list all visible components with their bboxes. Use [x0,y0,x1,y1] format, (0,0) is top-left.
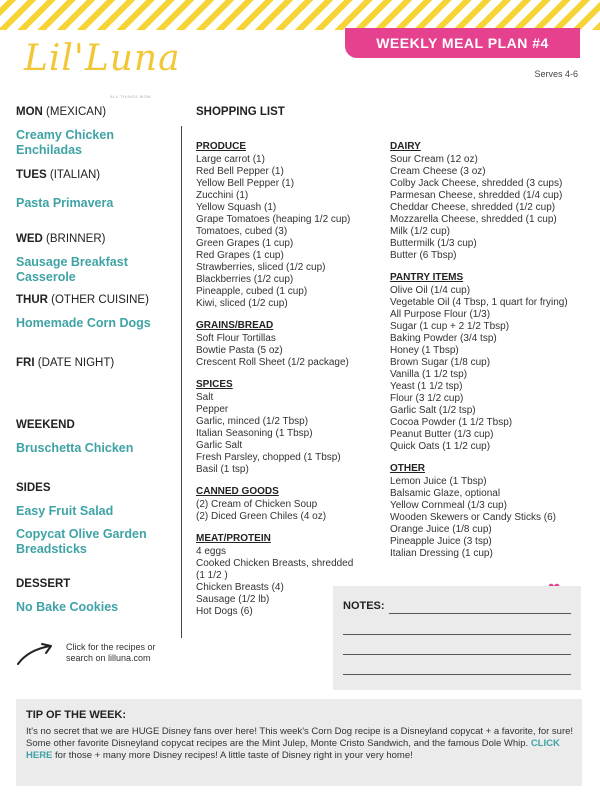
meal-link[interactable]: Copycat Olive Garden Breadsticks [16,527,147,556]
shopping-item: Pineapple, cubed (1 cup) [196,286,308,297]
meal-link[interactable]: Sausage Breakfast Casserole [16,255,128,284]
shopping-item: Sugar (1 cup + 2 1/2 Tbsp) [390,321,510,332]
shopping-section [196,486,376,523]
serves-label: Serves 4-6 [534,69,578,79]
shopping-section [390,141,590,262]
day-heading: WED (BRINNER) [16,233,162,247]
shopping-item: Green Grapes (1 cup) [196,238,294,249]
shopping-item: Strawberries, sliced (1/2 cup) [196,262,326,273]
shopping-item: Red Grapes (1 cup) [196,250,284,261]
shopping-item: Garlic Salt (1/2 tsp) [390,405,476,416]
shopping-item: Butter (6 Tbsp) [390,250,457,261]
shopping-item: Milk (1/2 cup) [390,226,451,237]
note-line [343,634,571,635]
shopping-column-left [196,141,376,628]
meal-link[interactable]: No Bake Cookies [16,600,119,614]
tip-title: TIP OF THE WEEK: [26,709,127,721]
section-title: OTHER [390,463,425,474]
notes-box [333,586,581,690]
shopping-item: Pineapple Juice (3 tsp) [390,536,492,547]
shopping-section [390,272,590,453]
shopping-item: Soft Flour Tortillas [196,333,276,344]
shopping-item: Grape Tomatoes (heaping 1/2 cup) [196,214,351,225]
shopping-item: Chicken Breasts (4) [196,582,284,593]
shopping-item: Sour Cream (12 oz) [390,154,478,165]
shopping-item: Yellow Bell Pepper (1) [196,178,295,189]
shopping-item: Tomatoes, cubed (3) [196,226,288,237]
shopping-item: 4 eggs [196,546,227,557]
recipe-link-note[interactable]: Click for the recipes or search on lilluna.com [66,642,156,663]
shopping-section [196,320,376,369]
shopping-item: Basil (1 tsp) [196,464,249,475]
shopping-item: Kiwi, sliced (1/2 cup) [196,298,288,309]
shopping-item: Yellow Squash (1) [196,202,277,213]
shopping-item: Salt [196,392,214,403]
shopping-item: Cream Cheese (3 oz) [390,166,486,177]
section-title: DAIRY [390,141,421,152]
shopping-item: Peanut Butter (1/3 cup) [390,429,494,440]
shopping-item: (2) Cream of Chicken Soup [196,499,318,510]
day-heading: MON (MEXICAN) [16,106,162,120]
day-sides [16,482,162,557]
logo-text: Lil'Luna [24,38,181,79]
notes-label: NOTES: [343,600,385,612]
shopping-item: Quick Oats (1 1/2 cup) [390,441,491,452]
day-fri [16,357,162,379]
day-tues [16,169,162,211]
day-wed [16,233,162,285]
shopping-item: Bowtie Pasta (5 oz) [196,345,283,356]
section-title: SPICES [196,379,233,390]
shopping-item: Cooked Chicken Breasts, shredded [196,558,354,569]
shopping-item: Garlic, minced (1/2 Tbsp) [196,416,309,427]
shopping-section [196,141,376,310]
tip-of-week-box [16,699,582,786]
shopping-item: Pepper [196,404,229,415]
arrow-icon [16,642,58,666]
shopping-item: Zucchini (1) [196,190,249,201]
meal-link[interactable]: Bruschetta Chicken [16,441,134,455]
shopping-item: Parmesan Cheese, shredded (1/4 cup) [390,190,563,201]
column-divider [181,126,182,638]
click-here-link[interactable]: CLICK HERE [26,738,560,761]
shopping-item: Yellow Cornmeal (1/3 cup) [390,500,507,511]
day-dessert [16,578,162,615]
shopping-item: All Purpose Flour (1/3) [390,309,491,320]
striped-header-band [0,0,600,30]
shopping-item: Balsamic Glaze, optional [390,488,501,499]
shopping-item: Mozzarella Cheese, shredded (1 cup) [390,214,557,225]
shopping-item: Yeast (1 1/2 tsp) [390,381,463,392]
section-title: PRODUCE [196,141,247,152]
shopping-item: Brown Sugar (1/8 cup) [390,357,491,368]
shopping-item: Buttermilk (1/3 cup) [390,238,477,249]
shopping-item: Fresh Parsley, chopped (1 Tbsp) [196,452,341,463]
shopping-item: Orange Juice (1/8 cup) [390,524,492,535]
shopping-item: Honey (1 Tbsp) [390,345,459,356]
shopping-column-right [390,141,590,570]
shopping-item: (1 1/2 ) [196,570,228,581]
meal-link[interactable]: Creamy Chicken Enchiladas [16,128,114,157]
shopping-item: Vegetable Oil (4 Tbsp, 1 quart for frying) [390,297,568,308]
shopping-item: Lemon Juice (1 Tbsp) [390,476,487,487]
note-line [343,674,571,675]
shopping-item: Italian Dressing (1 cup) [390,548,493,559]
day-heading: FRI (DATE NIGHT) [16,357,162,371]
shopping-section [196,379,376,476]
day-heading: DESSERT [16,578,162,592]
logo-tagline: ALL THINGS MOM [110,94,152,99]
shopping-item: Crescent Roll Sheet (1/2 package) [196,357,349,368]
shopping-item: Flour (3 1/2 cup) [390,393,464,404]
shopping-list-heading: SHOPPING LIST [196,106,324,120]
shopping-item: Italian Seasoning (1 Tbsp) [196,428,313,439]
shopping-section [390,463,590,560]
note-line [343,654,571,655]
section-title: PANTRY ITEMS [390,272,464,283]
shopping-item: Vanilla (1 1/2 tsp) [390,369,468,380]
day-heading: TUES (ITALIAN) [16,169,162,183]
day-heading: THUR (OTHER CUISINE) [16,294,162,308]
shopping-item: Red Bell Pepper (1) [196,166,284,177]
day-mon [16,106,162,158]
shopping-item: (2) Diced Green Chiles (4 oz) [196,511,327,522]
meal-plan-title: WEEKLY MEAL PLAN #4 [345,28,580,58]
shopping-item: Cheddar Cheese, shredded (1/2 cup) [390,202,556,213]
shopping-item: Baking Powder (3/4 tsp) [390,333,497,344]
section-title: GRAINS/BREAD [196,320,274,331]
shopping-item: Garlic Salt [196,440,243,451]
shopping-item: Wooden Skewers or Candy Sticks (6) [390,512,556,523]
section-title: MEAT/PROTEIN [196,533,271,544]
lil-luna-logo[interactable] [24,38,181,99]
section-title: CANNED GOODS [196,486,279,497]
shopping-item: Hot Dogs (6) [196,606,253,617]
shopping-item: Cocoa Powder (1 1/2 Tbsp) [390,417,513,428]
shopping-item: Blackberries (1/2 cup) [196,274,294,285]
tip-text: It's no secret that we are HUGE Disney fans over here! This week's Corn Dog recipe is a Disneyland copycat + a favorite, for sure! Some other favorite Disneyland copycat recipes are the Mint Julep, Monte Cristo Sandwich, and the famous Dole Whip. CLICK HERE for those + many more Disney recipes! A little taste of Disney right in your very home! [26,726,574,761]
meal-link[interactable]: Homemade Corn Dogs [16,316,151,330]
shopping-item: Colby Jack Cheese, shredded (3 cups) [390,178,563,189]
day-heading: WEEKEND [16,419,162,433]
shopping-item: Olive Oil (1/4 cup) [390,285,471,296]
note-line [389,613,571,614]
day-heading: SIDES [16,482,162,496]
shopping-item: Large carrot (1) [196,154,265,165]
day-thur [16,294,162,331]
shopping-item: Sausage (1/2 lb) [196,594,270,605]
meal-link[interactable]: Pasta Primavera [16,196,114,210]
meal-link[interactable]: Easy Fruit Salad [16,504,114,518]
day-weekend [16,419,162,456]
